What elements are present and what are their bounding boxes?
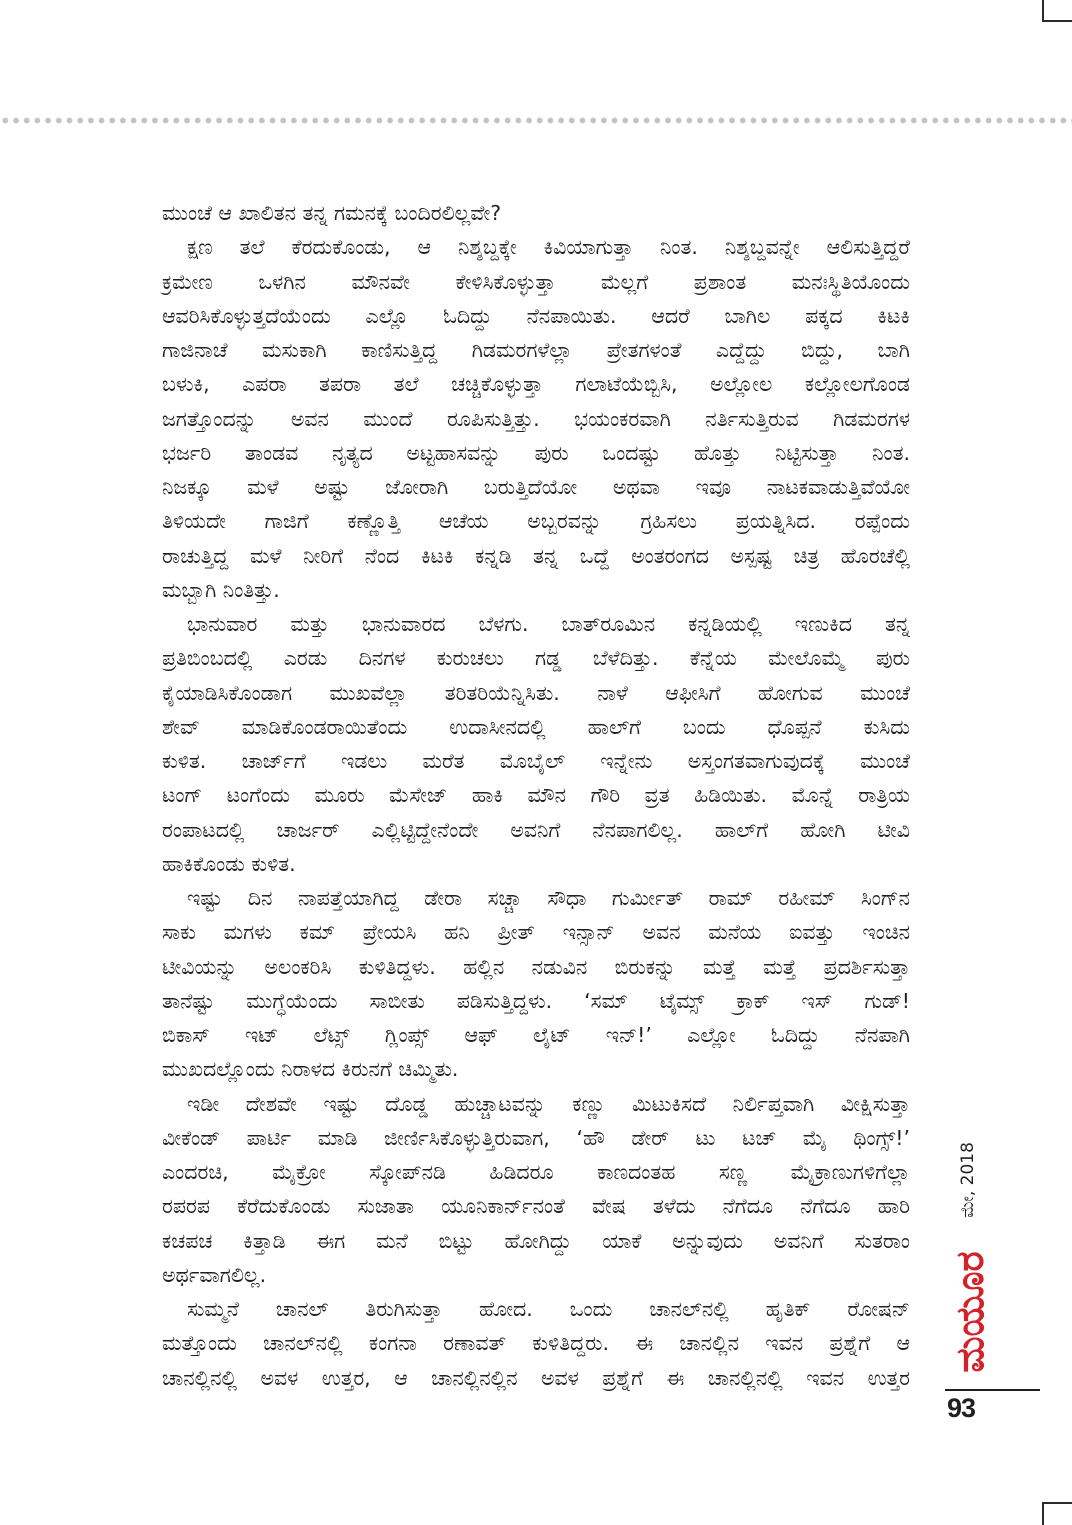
text-line: ಅರ್ಥವಾಗಲಿಲ್ಲ. bbox=[162, 1262, 267, 1287]
text-line: ಗಾಜಿನಾಚೆ ಮಸುಕಾಗಿ ಕಾಣಿಸುತ್ತಿದ್ದ ಗಿಡಮರಗಳೆಲ್ಲಾ ಪ್ರೇತಗಳಂತೆ ಎದ್ದೆದ್ದು ಬಿದ್ದು, ಬಾಗಿ bbox=[162, 338, 910, 362]
text-line: ಸುಮ್ಮನೆ ಚಾನಲ್ ತಿರುಗಿಸುತ್ತಾ ಹೋದ. ಒಂದು ಚಾನಲ್‌ನಲ್ಲಿ ಹೃತಿಕ್ ರೋಷನ್ bbox=[187, 1297, 910, 1321]
crop-mark-bottom-right-horizontal bbox=[1042, 1502, 1072, 1504]
crop-mark-bottom-right-vertical bbox=[1042, 1502, 1044, 1525]
text-line: ಭಾನುವಾರ ಮತ್ತು ಭಾನುವಾರದ ಬೆಳಗು. ಬಾತ್‌ರೂಮಿನ ಕನ್ನಡಿಯಲ್ಲಿ ಇಣುಕಿದ ತನ್ನ bbox=[187, 612, 910, 636]
text-line: ಸಾಕು ಮಗಳು ಕಮ್ ಪ್ರೇಯಸಿ ಹನಿ ಪ್ರೀತ್ ಇನ್ಸಾನ್ ಅವನ ಮನೆಯ ಐವತ್ತು ಇಂಚಿನ bbox=[162, 920, 910, 945]
text-line: ನಿಜಕ್ಕೂ ಮಳೆ ಅಷ್ಟು ಜೋರಾಗಿ ಬರುತ್ತಿದೆಯೋ ಅಥವಾ ಇವೂ ನಾಟಕವಾಡುತ್ತಿವೆಯೋ bbox=[162, 475, 910, 499]
magazine-logo: ಮಯೂರ bbox=[948, 1251, 992, 1373]
text-line: ಇಷ್ಟು ದಿನ ನಾಪತ್ತೆಯಾಗಿದ್ದ ಡೇರಾ ಸಚ್ಚಾ ಸೌಧಾ ಗುರ್ಮೀತ್ ರಾಮ್ ರಹೀಮ್ ಸಿಂಗ್‌ನ bbox=[187, 886, 910, 910]
text-line: ಕಚಪಚ ಕಿತ್ತಾಡಿ ಈಗ ಮನೆ ಬಿಟ್ಟು ಹೋಗಿದ್ದು ಯಾಕೆ ಅನ್ನುವುದು ಅವನಿಗೆ ಸುತರಾಂ bbox=[162, 1228, 910, 1253]
paragraph bbox=[162, 230, 910, 607]
text-line: ಭರ್ಜರಿ ತಾಂಡವ ನೃತ್ಯದ ಅಟ್ಟಹಾಸವನ್ನು ಪುರು ಒಂದಷ್ಟು ಹೊತ್ತು ನಿಟ್ಟಿಸುತ್ತಾ ನಿಂತ. bbox=[162, 440, 910, 465]
text-line: ಶೇವ್ ಮಾಡಿಕೊಂಡರಾಯಿತೆಂದು ಉದಾಸೀನದಲ್ಲಿ ಹಾಲ್‌ಗೆ ಬಂದು ಧೊಪ್ಪನೆ ಕುಸಿದು bbox=[162, 714, 910, 739]
text-line: ರಾಚುತ್ತಿದ್ದ ಮಳೆ ನೀರಿಗೆ ನೆಂದ ಕಿಟಕಿ ಕನ್ನಡಿ ತನ್ನ ಒದ್ದೆ ಅಂತರಂಗದ ಅಸ್ಪಷ್ಟ ಚಿತ್ರ ಹೊರಚೆಲ್ಲಿ bbox=[162, 543, 910, 568]
text-line: ಕ್ಷಣ ತಲೆ ಕೆರದುಕೊಂಡು, ಆ ನಿಶ್ಶಬ್ದಕ್ಕೇ ಕಿವಿಯಾಗುತ್ತಾ ನಿಂತ. ನಿಶ್ಶಬ್ದವನ್ನೇ ಆಲಿಸುತ್ತಿದ್ದರೆ bbox=[187, 235, 910, 260]
text-line: ಜಗತ್ತೊಂದನ್ನು ಅವನ ಮುಂದೆ ರೂಪಿಸುತ್ತಿತ್ತು. ಭಯಂಕರವಾಗಿ ನರ್ತಿಸುತ್ತಿರುವ ಗಿಡಮರಗಳ bbox=[162, 406, 910, 431]
text-line: ಎಂದರಚಿ, ಮೈಕ್ರೋ ಸ್ಕೋಪ್‌ನಡಿ ಹಿಡಿದರೂ ಕಾಣದಂತಹ ಸಣ್ಣ ಮೈಕ್ರಾಣುಗಳಿಗೆಲ್ಲಾ bbox=[162, 1160, 910, 1184]
paragraph bbox=[162, 196, 910, 230]
text-line: ತಿಳಿಯದೇ ಗಾಜಿಗೆ ಕಣ್ಣೊತ್ತಿ ಆಚೆಯ ಅಬ್ಬರವನ್ನು ಗ್ರಹಿಸಲು ಪ್ರಯತ್ನಿಸಿದ. ರಪ್ಪೆಂದು bbox=[162, 509, 910, 534]
text-line: ಮುಂಚೆ ಆ ಖಾಲಿತನ ತನ್ನ ಗಮನಕ್ಕೆ ಬಂದಿರಲಿಲ್ಲವೇ? bbox=[162, 201, 502, 225]
text-line: ಆವರಿಸಿಕೊಳ್ಳುತ್ತದೆಯೆಂದು ಎಲ್ಲೊ ಓದಿದ್ದು ನೆನಪಾಯಿತು. ಆದರೆ ಬಾಗಿಲ ಪಕ್ಕದ ಕಿಟಕಿ bbox=[162, 303, 910, 328]
crop-mark-top-right-horizontal bbox=[1042, 20, 1072, 22]
text-line: ರಂಪಾಟದಲ್ಲಿ ಚಾರ್ಜರ್ ಎಲ್ಲಿಟ್ಟಿದ್ದೇನೆಂದೇ ಅವನಿಗೆ ನೆನಪಾಗಲಿಲ್ಲ. ಹಾಲ್‌ಗೆ ಹೋಗಿ ಟೀವಿ bbox=[162, 817, 910, 842]
text-line: ಮಬ್ಬಾಗಿ ನಿಂತಿತ್ತು. bbox=[162, 577, 280, 602]
page-number: 93 bbox=[947, 1393, 976, 1423]
text-line: ಇಡೀ ದೇಶವೇ ಇಷ್ಟು ದೊಡ್ಡ ಹುಚ್ಚಾಟವನ್ನು ಕಣ್ಣು ಮಿಟುಕಿಸದೆ ನಿರ್ಲಿಪ್ತವಾಗಿ ವೀಕ್ಷಿಸುತ್ತಾ bbox=[187, 1091, 910, 1116]
issue-date: ಮೇ, 2018 bbox=[958, 1142, 978, 1218]
text-line: ತಾನೆಷ್ಟು ಮುಗ್ಧೆಯೆಂದು ಸಾಬೀತು ಪಡಿಸುತ್ತಿದ್ದಳು. ‘ಸಮ್ ಟೈಮ್ಸ್ ಕ್ರಾಕ್ ಇಸ್ ಗುಡ್! bbox=[162, 988, 910, 1013]
text-line: ಟಂಗ್ ಟಂಗೆಂದು ಮೂರು ಮೆಸೇಜ್ ಹಾಕಿ ಮೌನ ಗೌರಿ ವ್ರತ ಹಿಡಿಯಿತು. ಮೊನ್ನೆ ರಾತ್ರಿಯ bbox=[162, 783, 910, 808]
text-line: ಕೈಯಾಡಿಸಿಕೊಂಡಾಗ ಮುಖವೆಲ್ಲಾ ತರಿತರಿಯೆನ್ನಿಸಿತು. ನಾಳೆ ಆಫೀಸಿಗೆ ಹೋಗುವ ಮುಂಚೆ bbox=[162, 680, 910, 705]
text-line: ಟೀವಿಯನ್ನು ಅಲಂಕರಿಸಿ ಕುಳಿತಿದ್ದಳು. ಹಲ್ಲಿನ ನಡುವಿನ ಬಿರುಕನ್ನು ಮತ್ತೆ ಮತ್ತೆ ಪ್ರದರ್ಶಿಸುತ್ತಾ bbox=[162, 954, 910, 979]
text-line: ಬಳುಕಿ, ಎಪರಾ ತಪರಾ ತಲೆ ಚಚ್ಚಿಕೊಳ್ಳುತ್ತಾ ಗಲಾಟೆಯೆಬ್ಬಿಸಿ, ಅಲ್ಲೋಲ ಕಲ್ಲೋಲಗೊಂಡ bbox=[162, 372, 910, 397]
text-line: ಕ್ರಮೇಣ ಒಳಗಿನ ಮೌನವೇ ಕೇಳಿಸಿಕೊಳ್ಳುತ್ತಾ ಮೆಲ್ಲಗೆ ಪ್ರಶಾಂತ ಮನಃಸ್ಥಿತಿಯೊಂದು bbox=[162, 269, 910, 294]
text-line: ಚಾನಲ್ಲಿನಲ್ಲಿ ಅವಳ ಉತ್ತರ, ಆ ಚಾನಲ್ಲಿನಲ್ಲಿನ ಅವಳ ಪ್ರಶ್ನೆಗೆ ಈ ಚಾನಲ್ಲಿನಲ್ಲಿ ಇವನ ಉತ್ತರ bbox=[162, 1365, 910, 1390]
article-body bbox=[162, 196, 910, 1395]
text-line: ರಪರಪ ಕೆರೆದುಕೊಂಡು ಸುಜಾತಾ ಯೂನಿಕಾರ್ನ್‌ನಂತೆ ವೇಷ ತಳೆದು ನೆಗೆದೂ ನೆಗೆದೂ ಹಾರಿ bbox=[162, 1194, 910, 1219]
paragraph bbox=[162, 607, 910, 881]
text-line: ವೀಕೆಂಡ್ ಪಾರ್ಟಿ ಮಾಡಿ ಜೀರ್ಣಿಸಿಕೊಳ್ಳುತ್ತಿರುವಾಗ, ‘ಹೌ ಡೇರ್ ಟು ಟಚ್ ಮೈ ಥಿಂಗ್ಸ್!’ bbox=[162, 1125, 910, 1150]
text-line: ಕುಳಿತ. ಚಾರ್ಜ್‌ಗೆ ಇಡಲು ಮರೆತ ಮೊಬೈಲ್ ಇನ್ನೇನು ಅಸ್ತಂಗತವಾಗುವುದಕ್ಕೆ ಮುಂಚೆ bbox=[162, 749, 910, 773]
text-line: ಬಿಕಾಸ್ ಇಟ್ ಲೆಟ್ಸ್ ಗ್ಲಿಂಪ್ಸ್ ಆಫ್ ಲೈಟ್ ಇನ್!’ ಎಲ್ಲೋ ಓದಿದ್ದು ನೆನಪಾಗಿ bbox=[162, 1023, 910, 1047]
crop-mark-top-right-vertical bbox=[1042, 0, 1044, 21]
page-number-rule bbox=[945, 1389, 1040, 1391]
text-line: ಮುಖದಲ್ಲೊಂದು ನಿರಾಳದ ಕಿರುನಗೆ ಚಿಮ್ಮಿತು. bbox=[162, 1057, 459, 1082]
dotted-header-rule bbox=[0, 116, 1072, 125]
text-line: ಹಾಕಿಕೊಂಡು ಕುಳಿತ. bbox=[162, 851, 296, 876]
paragraph bbox=[162, 1292, 910, 1395]
text-line: ಮತ್ತೊಂದು ಚಾನಲ್‌ನಲ್ಲಿ ಕಂಗನಾ ರಣಾವತ್ ಕುಳಿತಿದ್ದರು. ಈ ಚಾನಲ್ಲಿನ ಇವನ ಪ್ರಶ್ನೆಗೆ ಆ bbox=[162, 1331, 910, 1356]
text-line: ಪ್ರತಿಬಿಂಬದಲ್ಲಿ ಎರಡು ದಿನಗಳ ಕುರುಚಲು ಗಡ್ಡ ಬೆಳೆದಿತ್ತು. ಕೆನ್ನೆಯ ಮೇಲೊಮ್ಮೆ ಪುರು bbox=[162, 646, 910, 671]
paragraph bbox=[162, 881, 910, 1087]
paragraph bbox=[162, 1087, 910, 1293]
